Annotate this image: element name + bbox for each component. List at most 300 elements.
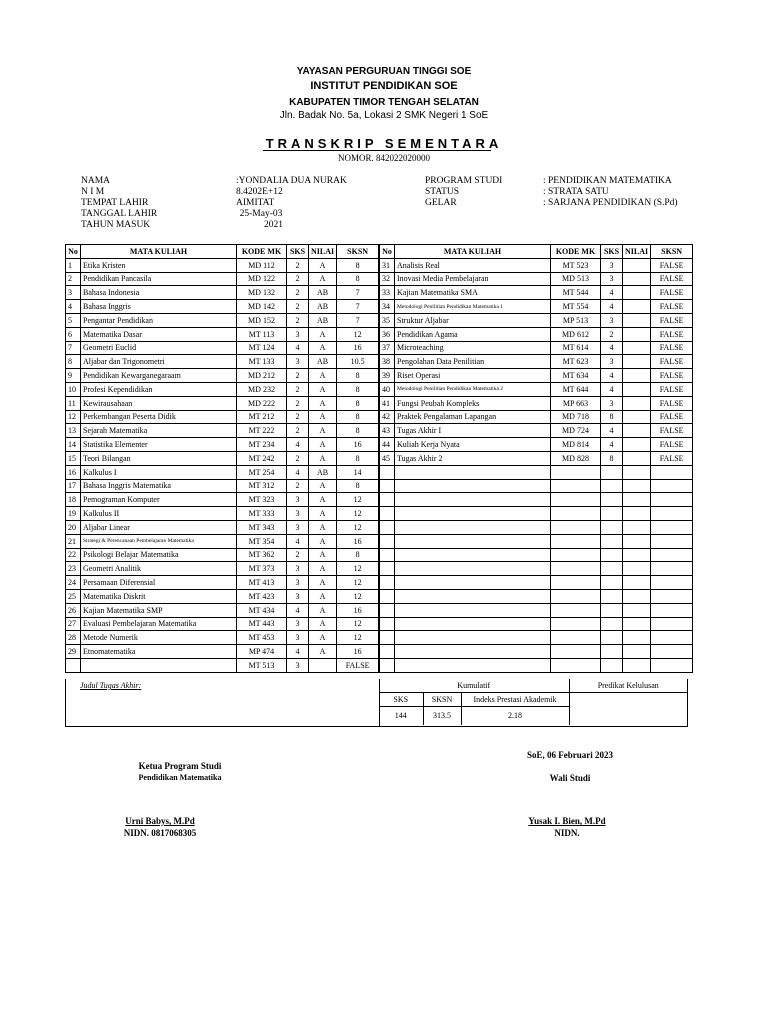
cell-sksn: 12 [337, 520, 379, 534]
cell-kode-mk: MT 222 [237, 424, 287, 438]
cell-sks: 3 [287, 327, 309, 341]
cell-nilai: A [309, 534, 337, 548]
institute-name: INSTITUT PENDIDIKAN SOE [310, 80, 458, 92]
cell-mata-kuliah: Pengantar Pendidikan [81, 313, 237, 327]
label-nama: NAMA [81, 176, 111, 186]
cell-mata-kuliah: Pengolahan Data Penilitian [395, 355, 551, 369]
cell-sks: 2 [287, 451, 309, 465]
cell-nilai [623, 534, 651, 548]
cell-kode-mk: MD 152 [237, 313, 287, 327]
cell-sksn: 8 [337, 382, 379, 396]
table-row [66, 313, 379, 327]
cell-mata-kuliah: Matematika Dasar [81, 327, 237, 341]
cell-mata-kuliah: Praktek Pengalaman Lapangan [395, 410, 551, 424]
cell-nilai [623, 548, 651, 562]
cell-mata-kuliah: Aljabar Linear [81, 520, 237, 534]
cell-sksn [651, 534, 693, 548]
cell-no [380, 562, 395, 576]
table-row [66, 479, 379, 493]
table-row [380, 603, 693, 617]
table-row [66, 341, 379, 355]
cell-kode-mk: MT 373 [237, 562, 287, 576]
cell-sks: 2 [601, 327, 623, 341]
cell-kode-mk: MT 242 [237, 451, 287, 465]
header-nilai: NILAI [309, 245, 337, 259]
cell-sks [601, 520, 623, 534]
cell-mata-kuliah: Analisis Real [395, 258, 551, 272]
cell-no: 9 [66, 369, 81, 383]
cell-mata-kuliah: Geometri Euclid [81, 341, 237, 355]
cell-sks [601, 576, 623, 590]
cell-sksn: 8 [337, 451, 379, 465]
cell-nilai: A [309, 410, 337, 424]
cell-nilai: AB [309, 300, 337, 314]
cell-kode-mk: MT 443 [237, 617, 287, 631]
label-program-studi: PROGRAM STUDI [425, 176, 503, 186]
cell-sksn: FALSE [651, 300, 693, 314]
table-row [66, 465, 379, 479]
cell-mata-kuliah: Kajian Matematika SMP [81, 603, 237, 617]
cell-sksn: 7 [337, 313, 379, 327]
left-signatory-title: Ketua Program Studi [138, 761, 222, 771]
cell-nilai [623, 631, 651, 645]
cell-no: 8 [66, 355, 81, 369]
cell-sks [601, 562, 623, 576]
cell-sksn: 10.5 [337, 355, 379, 369]
cell-no: 19 [66, 507, 81, 521]
table-row [66, 272, 379, 286]
sks-label: SKS [379, 692, 423, 706]
cell-sksn: 8 [337, 410, 379, 424]
label-status: STATUS [425, 187, 460, 197]
table-row [66, 534, 379, 548]
cell-no [380, 631, 395, 645]
cell-sks [601, 631, 623, 645]
cell-sksn: 12 [337, 589, 379, 603]
table-row [66, 355, 379, 369]
cell-sksn: FALSE [651, 258, 693, 272]
right-signatory-title: Wali Studi [549, 773, 591, 783]
cell-no: 32 [380, 272, 395, 286]
cell-kode-mk: MT 234 [237, 438, 287, 452]
cell-mata-kuliah: Etika Kristen [81, 258, 237, 272]
summary-label-row [379, 692, 687, 706]
cell-nilai: AB [309, 465, 337, 479]
cell-sks: 8 [601, 410, 623, 424]
cell-no [380, 493, 395, 507]
courses-table-left [65, 244, 379, 673]
cell-kode-mk [551, 589, 601, 603]
cell-kode-mk: MT 212 [237, 410, 287, 424]
cell-mata-kuliah: Kalkulus I [81, 465, 237, 479]
cell-kode-mk [551, 534, 601, 548]
cell-nilai [623, 327, 651, 341]
table-row [380, 410, 693, 424]
value-tempat-lahir: AIMITAT [236, 198, 275, 208]
table-row [380, 313, 693, 327]
cell-kode-mk: MD 612 [551, 327, 601, 341]
table-row [66, 507, 379, 521]
cell-kode-mk [551, 631, 601, 645]
cell-kode-mk: MT 614 [551, 341, 601, 355]
cell-mata-kuliah: Evaluasi Pembelajaran Matematika [81, 617, 237, 631]
table-row [380, 451, 693, 465]
cell-no: 27 [66, 617, 81, 631]
cell-nilai [623, 520, 651, 534]
table-row [380, 493, 693, 507]
cell-nilai [623, 258, 651, 272]
table-row [66, 410, 379, 424]
table-row [380, 258, 693, 272]
cell-kode-mk: MD 513 [551, 272, 601, 286]
cell-no: 13 [66, 424, 81, 438]
cell-sksn: FALSE [651, 313, 693, 327]
table-row [66, 327, 379, 341]
label-tanggal-lahir: TANGGAL LAHIR [81, 209, 158, 219]
cell-sks [601, 534, 623, 548]
cell-sks: 3 [287, 589, 309, 603]
cell-kode-mk: MT 333 [237, 507, 287, 521]
cell-nilai: AB [309, 286, 337, 300]
cell-mata-kuliah: Kewirausahaan [81, 396, 237, 410]
cell-sksn: 7 [337, 300, 379, 314]
cell-no: 18 [66, 493, 81, 507]
left-signatory-nidn: NIDN. 0817068305 [123, 828, 197, 838]
cell-sksn: FALSE [651, 341, 693, 355]
program-values [543, 176, 678, 209]
cell-kode-mk: MD 112 [237, 258, 287, 272]
cell-kode-mk: MT 634 [551, 369, 601, 383]
cell-no [380, 479, 395, 493]
cell-mata-kuliah [395, 507, 551, 521]
cell-mata-kuliah: Bahasa Inggris [81, 300, 237, 314]
cell-no: 22 [66, 548, 81, 562]
cell-nilai: A [309, 382, 337, 396]
cell-sks: 3 [287, 520, 309, 534]
cell-no [380, 617, 395, 631]
cell-sks: 3 [601, 313, 623, 327]
cell-mata-kuliah: Bahasa Inggris Matematika [81, 479, 237, 493]
cell-no: 43 [380, 424, 395, 438]
table-row [380, 631, 693, 645]
cell-sks: 3 [287, 355, 309, 369]
cell-sks: 4 [601, 369, 623, 383]
cell-mata-kuliah [395, 576, 551, 590]
table-row [380, 576, 693, 590]
cell-nilai [623, 396, 651, 410]
cell-sksn: FALSE [651, 355, 693, 369]
cell-sks [601, 548, 623, 562]
cell-kode-mk: MT 554 [551, 300, 601, 314]
header-sksn: SKSN [337, 245, 379, 259]
cell-no: 11 [66, 396, 81, 410]
title-underline [263, 150, 491, 151]
cell-sksn: 12 [337, 562, 379, 576]
cell-sksn: 8 [337, 272, 379, 286]
cell-nilai: A [309, 576, 337, 590]
cell-nilai: A [309, 617, 337, 631]
cell-no [380, 576, 395, 590]
cell-nilai [623, 300, 651, 314]
table-row [66, 562, 379, 576]
table-row [380, 520, 693, 534]
cell-sks: 4 [287, 534, 309, 548]
cell-sksn: 16 [337, 645, 379, 659]
cell-no: 5 [66, 313, 81, 327]
cell-sksn: 12 [337, 493, 379, 507]
cell-no [380, 507, 395, 521]
value-program-studi: : PENDIDIKAN MATEMATIKA [543, 176, 672, 186]
cell-sksn: 7 [337, 286, 379, 300]
label-tahun-masuk: TAHUN MASUK [81, 220, 151, 230]
cell-nilai: A [309, 603, 337, 617]
cell-no: 1 [66, 258, 81, 272]
header-mata-kuliah: MATA KULIAH [81, 245, 237, 259]
table-row [66, 258, 379, 272]
right-signatory-name: Yusak I. Bien, M.Pd [528, 816, 606, 826]
cell-no: 42 [380, 410, 395, 424]
cell-kode-mk [551, 548, 601, 562]
cell-mata-kuliah: Aljabar dan Trigonometri [81, 355, 237, 369]
cell-mata-kuliah: Microteaching [395, 341, 551, 355]
cell-no: 29 [66, 645, 81, 659]
cell-no: 40 [380, 382, 395, 396]
table-row [66, 658, 379, 672]
cell-nilai [623, 410, 651, 424]
cell-no [380, 589, 395, 603]
cell-mata-kuliah [395, 534, 551, 548]
cell-no: 3 [66, 286, 81, 300]
cell-kode-mk [551, 645, 601, 659]
cell-mata-kuliah [395, 548, 551, 562]
cell-sksn: 8 [337, 424, 379, 438]
cell-mata-kuliah: Psikologi Belajar Matematika [81, 548, 237, 562]
cell-sks: 4 [287, 603, 309, 617]
cell-nilai: A [309, 272, 337, 286]
cell-nilai [623, 493, 651, 507]
value-gelar: : SARJANA PENDIDIKAN (S.Pd) [543, 198, 678, 208]
cell-no [380, 465, 395, 479]
left-signatory-name: Urni Babys, M.Pd [125, 816, 195, 826]
cell-mata-kuliah: Perkembangan Peserta Didik [81, 410, 237, 424]
cell-mata-kuliah [395, 562, 551, 576]
cell-sksn [651, 507, 693, 521]
cell-no: 31 [380, 258, 395, 272]
cell-sks [601, 493, 623, 507]
cell-nilai [623, 355, 651, 369]
cell-sksn: 8 [337, 548, 379, 562]
cell-mata-kuliah: Kajian Matematika SMA [395, 286, 551, 300]
header-no: No [380, 245, 395, 259]
cell-no: 28 [66, 631, 81, 645]
value-nim: 8.4202E+12 [236, 187, 283, 197]
cell-mata-kuliah: Metodologi Penilitian Pendidikan Matematika 2 [395, 382, 551, 396]
cell-sks: 4 [601, 286, 623, 300]
value-tahun-masuk: 2021 [264, 220, 283, 230]
cell-no: 34 [380, 300, 395, 314]
table-row [66, 631, 379, 645]
cell-mata-kuliah: Strategi & Perencanaan Pembelajaran Matematika [81, 534, 237, 548]
cell-sksn [651, 603, 693, 617]
cell-sks: 2 [287, 548, 309, 562]
table-row [380, 438, 693, 452]
cell-sks: 4 [601, 438, 623, 452]
cell-sksn [651, 493, 693, 507]
cell-mata-kuliah [395, 479, 551, 493]
cell-mata-kuliah: Pendidikan Pancasila [81, 272, 237, 286]
cell-sksn: 16 [337, 341, 379, 355]
cell-mata-kuliah: Inovasi Media Pembelajaran [395, 272, 551, 286]
cell-sksn [651, 645, 693, 659]
table-row [380, 479, 693, 493]
cell-sks: 4 [601, 382, 623, 396]
cell-kode-mk: MD 122 [237, 272, 287, 286]
table-row [66, 645, 379, 659]
cell-no [380, 548, 395, 562]
header-sksn: SKSN [651, 245, 693, 259]
place-date: SoE, 06 Februari 2023 [526, 750, 613, 760]
cell-no: 44 [380, 438, 395, 452]
cell-mata-kuliah: Teori Bilangan [81, 451, 237, 465]
cell-nilai [309, 658, 337, 672]
cell-sks: 3 [287, 507, 309, 521]
cell-no: 21 [66, 534, 81, 548]
cell-nilai: A [309, 548, 337, 562]
cell-no: 2 [66, 272, 81, 286]
cell-mata-kuliah [395, 465, 551, 479]
cell-kode-mk: MD 132 [237, 286, 287, 300]
summary-table [379, 679, 687, 725]
cell-kode-mk [551, 520, 601, 534]
cell-nilai [623, 465, 651, 479]
table-row [380, 327, 693, 341]
cell-sks: 4 [287, 341, 309, 355]
table-row [380, 424, 693, 438]
cell-mata-kuliah: Pemograman Komputer [81, 493, 237, 507]
cell-sksn: FALSE [651, 272, 693, 286]
cell-no: 25 [66, 589, 81, 603]
cell-kode-mk: MD 828 [551, 451, 601, 465]
cell-sksn: FALSE [651, 369, 693, 383]
cell-sksn [651, 548, 693, 562]
cell-sks: 3 [287, 576, 309, 590]
document-number: NOMOR. 842022020000 [337, 153, 430, 163]
cell-nilai [623, 286, 651, 300]
cell-nilai [623, 438, 651, 452]
cell-sks: 4 [287, 645, 309, 659]
sks-value: 144 [379, 706, 423, 725]
cell-nilai: A [309, 369, 337, 383]
regency-name: KABUPATEN TIMOR TENGAH SELATAN [289, 97, 479, 108]
cell-mata-kuliah: Sejarah Matematika [81, 424, 237, 438]
cell-sksn [651, 479, 693, 493]
cell-mata-kuliah: Geometri Analitik [81, 562, 237, 576]
cell-sks: 2 [287, 369, 309, 383]
cell-sks [601, 507, 623, 521]
cell-sks [601, 603, 623, 617]
cell-no: 23 [66, 562, 81, 576]
cell-no: 35 [380, 313, 395, 327]
cell-sks [601, 645, 623, 659]
cell-nilai [623, 479, 651, 493]
cell-sks: 3 [287, 493, 309, 507]
courses-table-right [379, 244, 693, 673]
cell-nilai: A [309, 451, 337, 465]
table-row [380, 617, 693, 631]
header-sks: SKS [287, 245, 309, 259]
cell-sks: 3 [287, 617, 309, 631]
header-nilai: NILAI [623, 245, 651, 259]
cell-sks: 3 [287, 658, 309, 672]
cell-sks: 2 [287, 300, 309, 314]
cell-sksn: FALSE [651, 286, 693, 300]
cell-nilai: A [309, 631, 337, 645]
cell-kode-mk: MT 254 [237, 465, 287, 479]
cell-nilai: A [309, 438, 337, 452]
cell-sks: 3 [601, 258, 623, 272]
cell-nilai: A [309, 507, 337, 521]
cell-nilai [623, 272, 651, 286]
cell-kode-mk: MD 212 [237, 369, 287, 383]
cell-nilai: A [309, 424, 337, 438]
cell-sks: 4 [287, 438, 309, 452]
table-row [380, 286, 693, 300]
summary-section [65, 679, 688, 727]
cell-nilai [623, 562, 651, 576]
table-row [66, 617, 379, 631]
table-row [66, 438, 379, 452]
cell-no: 24 [66, 576, 81, 590]
cell-kode-mk: MT 623 [551, 355, 601, 369]
document-title: TRANSKRIP SEMENTARA [265, 136, 503, 151]
foundation-name: YAYASAN PERGURUAN TINGGI SOE [296, 66, 472, 77]
summary-header-row [379, 679, 687, 692]
cell-kode-mk: MT 453 [237, 631, 287, 645]
cell-no [380, 645, 395, 659]
cell-nilai: A [309, 327, 337, 341]
cell-sks: 2 [287, 313, 309, 327]
cell-kode-mk: MT 323 [237, 493, 287, 507]
table-row [66, 603, 379, 617]
table-row [380, 300, 693, 314]
cell-sks: 8 [601, 451, 623, 465]
cell-mata-kuliah [395, 603, 551, 617]
address: Jln. Badak No. 5a, Lokasi 2 SMK Negeri 1 SoE [279, 110, 489, 121]
table-row [380, 589, 693, 603]
cell-kode-mk [551, 479, 601, 493]
cell-mata-kuliah [395, 617, 551, 631]
cell-sks [601, 589, 623, 603]
cell-nilai: A [309, 493, 337, 507]
cell-no [380, 520, 395, 534]
cell-sksn: FALSE [651, 410, 693, 424]
predikat-header: Predikat Kelulusan [569, 679, 687, 692]
cell-kode-mk: MT 644 [551, 382, 601, 396]
table-row [380, 382, 693, 396]
label-tempat-lahir: TEMPAT LAHIR [81, 198, 149, 208]
cell-sksn: FALSE [651, 424, 693, 438]
cell-sks: 3 [601, 396, 623, 410]
cell-no: 45 [380, 451, 395, 465]
table-row [380, 658, 693, 672]
cell-mata-kuliah: Statistika Elementer [81, 438, 237, 452]
cell-kode-mk [551, 493, 601, 507]
cell-no [380, 603, 395, 617]
cell-no: 6 [66, 327, 81, 341]
cell-mata-kuliah [395, 645, 551, 659]
cell-sks [601, 479, 623, 493]
cell-mata-kuliah: Bahasa Indonesia [81, 286, 237, 300]
